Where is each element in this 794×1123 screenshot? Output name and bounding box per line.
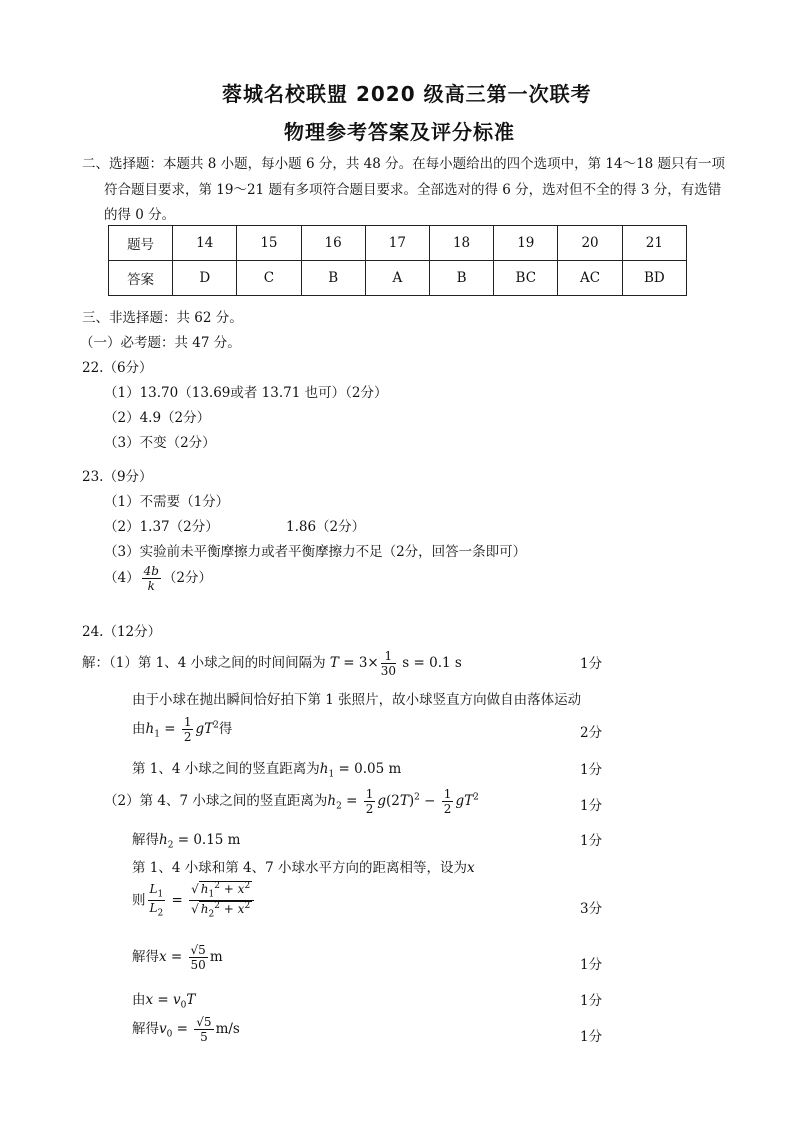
q24-line6-prefix: 解得 bbox=[132, 832, 159, 848]
fraction-numerator: √5 bbox=[196, 1015, 212, 1029]
q24-line11-unit: m/s bbox=[215, 1021, 240, 1037]
q24-line6-score: 1分 bbox=[580, 833, 603, 849]
fraction-4b-over-k bbox=[142, 565, 161, 592]
q24-line5 bbox=[104, 788, 479, 815]
q24-line10-prefix: 由 bbox=[132, 992, 146, 1008]
q24-line1 bbox=[82, 650, 462, 677]
table-head-number: 题号 bbox=[109, 226, 173, 261]
q24-line4-prefix: 第 1、4 小球之间的竖直距离为 bbox=[132, 761, 320, 777]
q24-line11-prefix: 解得 bbox=[132, 1021, 159, 1037]
q24-line9-unit: m bbox=[209, 949, 223, 965]
question-number: 18 bbox=[429, 226, 493, 261]
q24-line11: 解得$v_0$ = $\frac{√5}{5}$ m/s bbox=[132, 1015, 240, 1044]
fraction-l-ratio: $\frac{L_1}{L_2}$ bbox=[149, 882, 164, 919]
answer-cell: BC bbox=[494, 261, 558, 296]
answer-cell: B bbox=[301, 261, 365, 296]
section3-line2: （一）必考题：共 47 分。 bbox=[80, 335, 241, 351]
fraction-v0-value bbox=[194, 1016, 213, 1043]
page-title: 蓉城名校联盟 2020 级高三第一次联考 bbox=[222, 82, 592, 106]
fraction-sqrt-ratio: $\frac{√ h_1^2 + x^2}{√ h_2^2 + x^2}$ bbox=[189, 882, 254, 920]
question-number: 17 bbox=[365, 226, 429, 261]
q24-line1-text: 解：（1）第 1、4 小球之间的时间间隔为 bbox=[82, 655, 326, 671]
formula-time-interval: T = 3× $\frac{1}{30}$ s = 0.1 s bbox=[329, 649, 462, 678]
q24-line6-value: = 0.15 m bbox=[177, 832, 241, 848]
q24-line6: 解得$h_2 = 0.15$ m bbox=[132, 832, 241, 851]
q24-line7 bbox=[132, 856, 475, 876]
q23-heading: 23.（9分） bbox=[82, 469, 153, 485]
question-number: 14 bbox=[173, 226, 237, 261]
fraction-numerator: 4b bbox=[143, 564, 159, 578]
fraction-denominator: 50 bbox=[190, 958, 206, 972]
q23-answer-4-score: （2分） bbox=[162, 570, 213, 586]
q24-line8: 则 $\frac{L_1}{L_2}$ = $\frac{√ h_1^2 + x^2}{√ h_2^2 + x^2}$ bbox=[132, 882, 256, 920]
answer-cell: D bbox=[173, 261, 237, 296]
fraction-denominator: 5 bbox=[200, 1030, 208, 1044]
q24-line3 bbox=[132, 716, 232, 743]
q24-line4-score: 1分 bbox=[580, 762, 603, 778]
q24-line10: 由$x = v_0T$ bbox=[132, 992, 196, 1011]
q24-line5-prefix: （2）第 4、7 小球之间的竖直距离为 bbox=[104, 793, 328, 809]
q24-heading: 24.（12分） bbox=[82, 624, 162, 640]
section3-line1: 三、非选择题：共 62 分。 bbox=[82, 310, 243, 326]
q24-line4-value: = 0.05 m bbox=[338, 761, 402, 777]
answer-cell: BD bbox=[622, 261, 686, 296]
q24-line7-var: x bbox=[467, 860, 475, 876]
q24-line10-score: 1分 bbox=[580, 993, 603, 1009]
fraction-numerator: √5 bbox=[190, 943, 206, 957]
q23-answer-1: （1）不需要（1分） bbox=[104, 494, 230, 510]
question-number: 21 bbox=[622, 226, 686, 261]
q24-line3-prefix: 由 bbox=[132, 721, 146, 737]
answer-cell: AC bbox=[558, 261, 622, 296]
q24-line1-score: 1分 bbox=[580, 656, 603, 672]
q23-answer-4 bbox=[104, 565, 212, 592]
section2-line1: 二、选择题：本题共 8 小题，每小题 6 分，共 48 分。在每小题给出的四个选项中，第 14～18 题只有一项 bbox=[82, 156, 726, 172]
formula-free-fall: $h_1$ = $\frac{1}{2}$ $gT^2$ bbox=[145, 715, 219, 744]
q24-line7-text: 第 1、4 小球和第 4、7 小球水平方向的距离相等，设为 bbox=[132, 860, 468, 876]
question-number: 15 bbox=[237, 226, 301, 261]
q24-line5-score: 1分 bbox=[580, 798, 603, 814]
q22-answer-2: （2）4.9（2分） bbox=[104, 410, 211, 426]
q24-line11-score: 1分 bbox=[580, 1029, 603, 1045]
q23-answer-3: （3）实验前未平衡摩擦力或者平衡摩擦力不足（2分，回答一条即可） bbox=[104, 544, 527, 560]
answer-cell: A bbox=[365, 261, 429, 296]
answer-table bbox=[108, 225, 687, 296]
formula-vertical-distance: $h_2$ = $\frac{1}{2}$ $g(2T)^2$ − $\frac{1}{2}$ $gT^2$ bbox=[327, 787, 479, 816]
q23-answer-2a: （2）1.37（2分） bbox=[104, 519, 219, 535]
q24-line8-score: 3分 bbox=[580, 901, 603, 917]
q24-line9: 解得x = $\frac{√5}{50}$ m bbox=[132, 943, 223, 972]
section2-line3: 的得 0 分。 bbox=[104, 207, 176, 223]
answer-cell: C bbox=[237, 261, 301, 296]
table-head-answer: 答案 bbox=[109, 261, 173, 296]
question-number: 16 bbox=[301, 226, 365, 261]
q24-line4: 第 1、4 小球之间的竖直距离为$h_1 = 0.05$ m bbox=[132, 761, 402, 780]
question-number: 19 bbox=[494, 226, 558, 261]
q24-line3-suffix: 得 bbox=[218, 721, 233, 737]
q24-line3-score: 2分 bbox=[580, 725, 603, 741]
q22-answer-1: （1）13.70（13.69或者 13.71 也可）（2分） bbox=[104, 385, 388, 401]
section2-line2: 符合题目要求，第 19～21 题有多项符合题目要求。全部选对的得 6 分，选对但不全的得 3 分，有选错 bbox=[104, 182, 722, 198]
q23-answer-2b: 1.86（2分） bbox=[286, 519, 366, 535]
q22-answer-3: （3）不变（2分） bbox=[104, 435, 216, 451]
table-row-numbers bbox=[109, 226, 687, 261]
fraction-denominator: k bbox=[147, 579, 155, 593]
q24-line8-prefix: 则 bbox=[132, 892, 146, 909]
q24-line9-score: 1分 bbox=[580, 957, 603, 973]
table-row-answers bbox=[109, 261, 687, 296]
q22-heading: 22.（6分） bbox=[82, 360, 153, 376]
q23-answer-4-label: （4） bbox=[104, 570, 140, 586]
fraction-x-value bbox=[189, 944, 208, 971]
page-subtitle: 物理参考答案及评分标准 bbox=[284, 120, 515, 144]
answer-cell: B bbox=[429, 261, 493, 296]
question-number: 20 bbox=[558, 226, 622, 261]
q24-line2: 由于小球在抛出瞬间恰好拍下第 1 张照片，故小球竖直方向做自由落体运动 bbox=[132, 692, 582, 708]
q24-line9-prefix: 解得 bbox=[132, 949, 159, 965]
